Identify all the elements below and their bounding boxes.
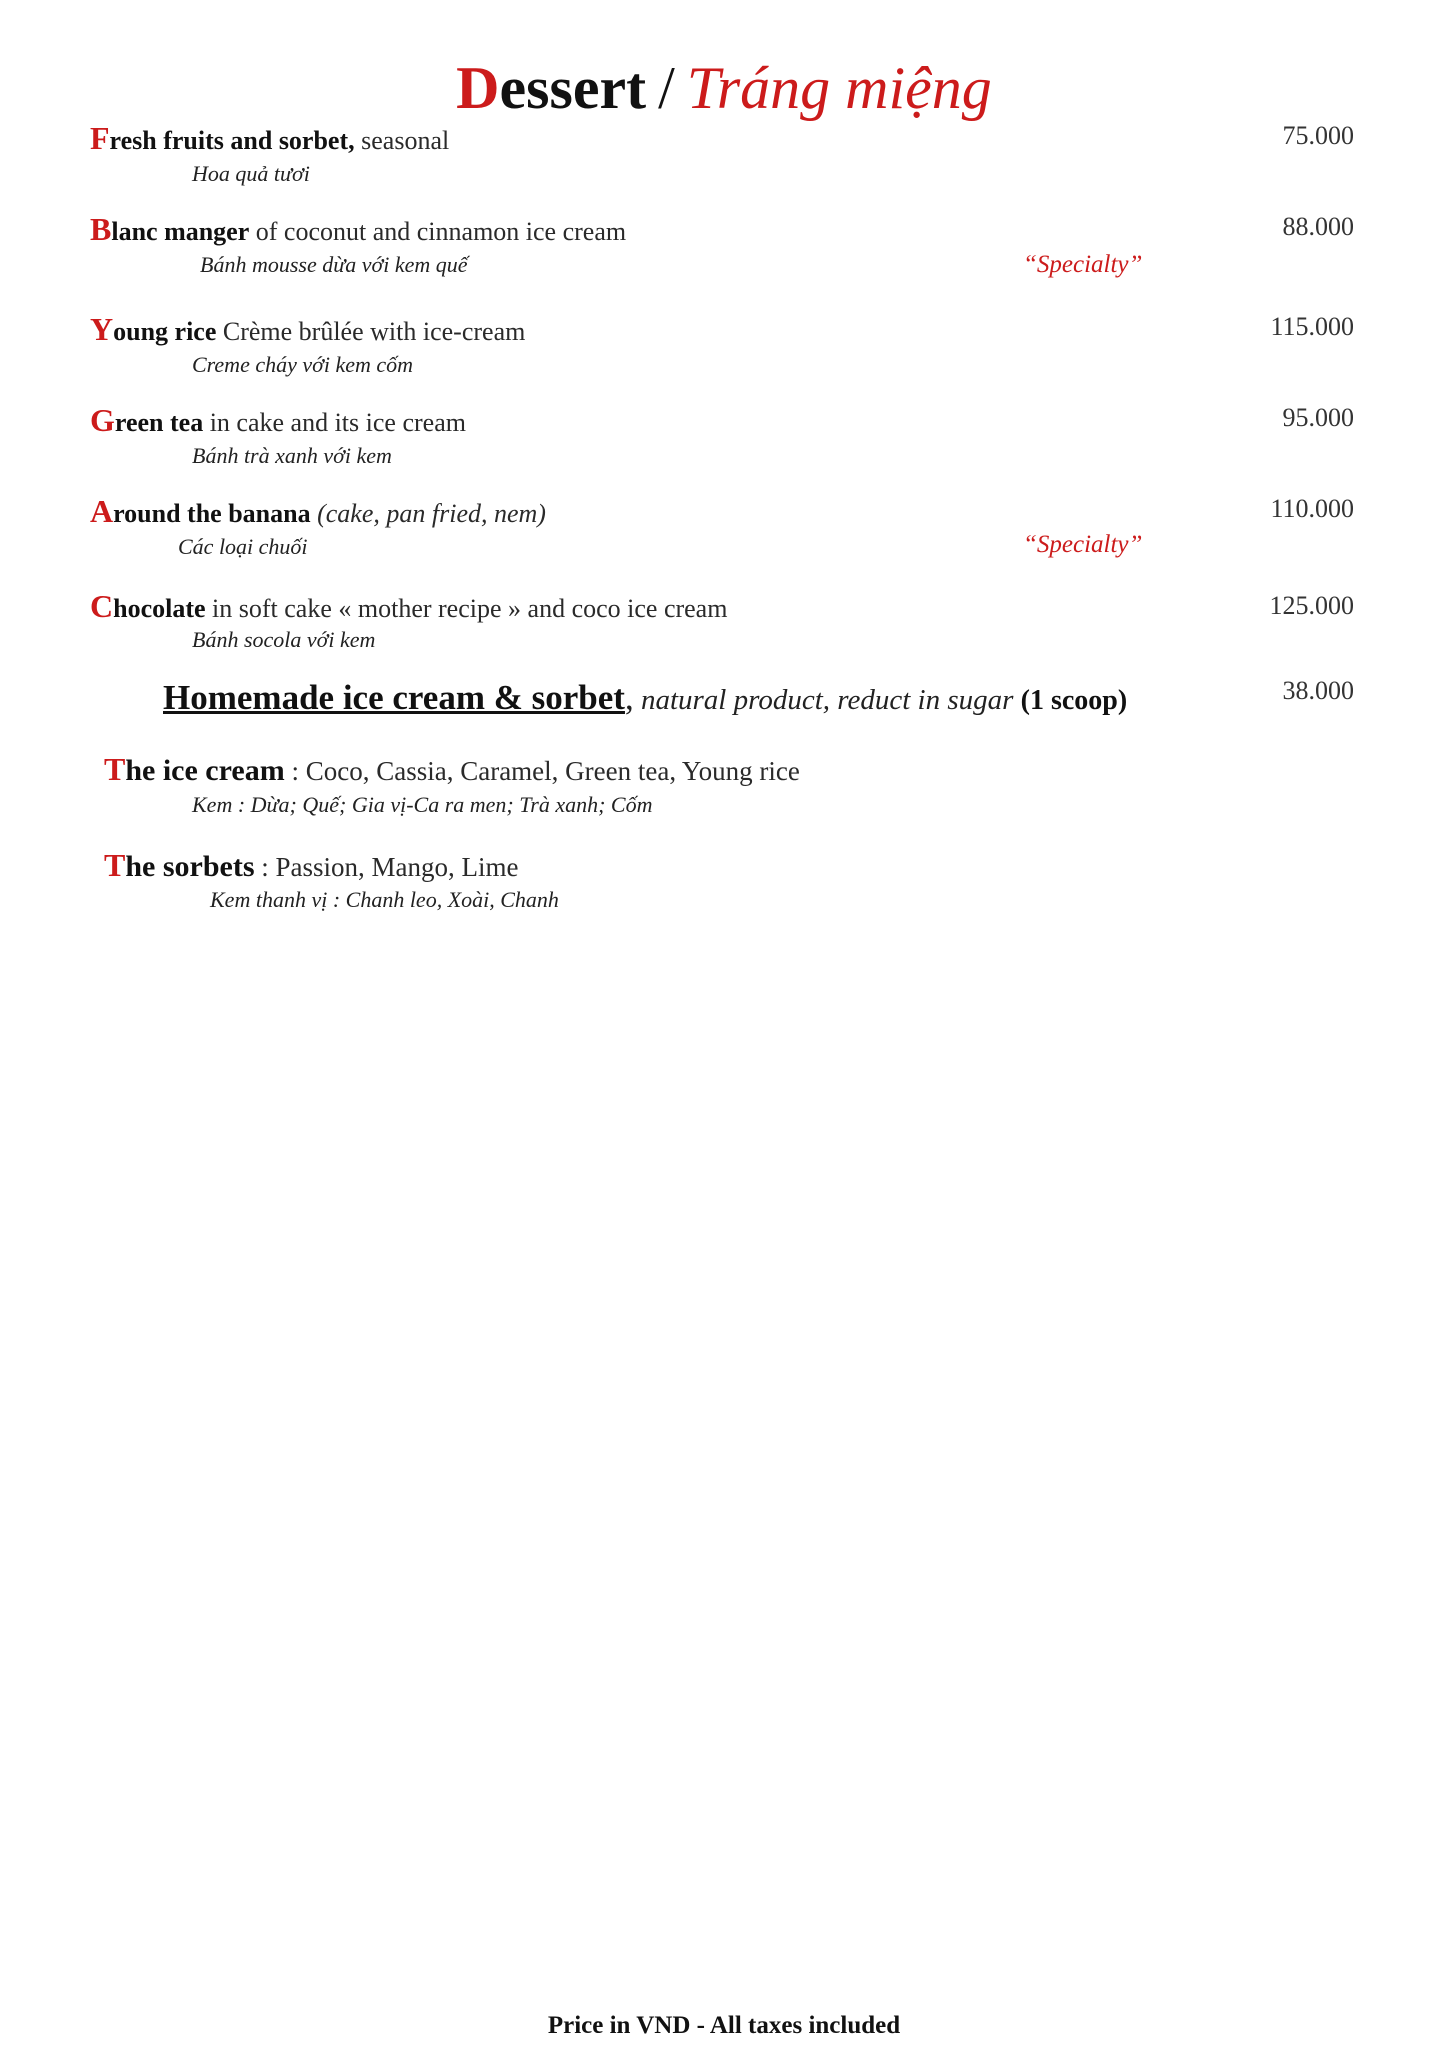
menu-item-viet: Các loại chuối <box>178 534 308 559</box>
specialty-badge: “Specialty” <box>1023 251 1143 278</box>
menu-item-viet: Bánh socola với kem <box>192 627 376 652</box>
menu-item-price: 75.000 <box>1282 121 1354 150</box>
title-separator: / <box>658 55 675 121</box>
menu-item-price: 95.000 <box>1282 403 1354 432</box>
sorbets-viet: Kem thanh vị : Chanh leo, Xoài, Chanh <box>210 887 559 912</box>
specialty-badge: “Specialty” <box>1023 531 1143 558</box>
menu-item-name: Green tea in cake and its ice cream <box>90 402 466 438</box>
menu-item-price: 110.000 <box>1270 494 1354 523</box>
price-footer: Price in VND - All taxes included <box>547 2012 901 2039</box>
title-viet: ráng miệng <box>716 55 992 121</box>
menu-item-viet: Bánh mousse dừa với kem quế <box>200 252 468 277</box>
title-initial: D <box>456 55 500 121</box>
menu-item-viet: Bánh trà xanh với kem <box>192 443 392 468</box>
menu-item-price: 115.000 <box>1270 312 1354 341</box>
homemade-price: 38.000 <box>1282 676 1354 705</box>
sorbets-line: The sorbets : Passion, Mango, Lime <box>104 847 519 883</box>
menu-item-viet: Hoa quả tươi <box>192 161 310 186</box>
title-viet-initial: T <box>686 55 717 121</box>
menu-item-name: Blanc manger of coconut and cinnamon ice cream <box>90 211 627 247</box>
page-title <box>0 50 1448 126</box>
menu-item-price: 88.000 <box>1282 212 1354 241</box>
title-main: essert <box>499 55 647 121</box>
homemade-heading: Homemade ice cream & sorbet, natural product, reduct in sugar (1 scoop) <box>163 678 1128 717</box>
menu-item-name: Chocolate in soft cake « mother recipe » and coco ice cream <box>90 588 728 624</box>
menu-item-viet: Creme cháy với kem cốm <box>192 352 414 377</box>
menu-item-price: 125.000 <box>1269 591 1354 620</box>
menu-item-name: Fresh fruits and sorbet, seasonal <box>90 120 450 156</box>
menu-item-name: Around the banana (cake, pan fried, nem) <box>90 493 546 529</box>
ice-cream-line: The ice cream : Coco, Cassia, Caramel, Green tea, Young rice <box>104 751 800 787</box>
ice-cream-viet: Kem : Dừa; Quế; Gia vị-Ca ra men; Trà xanh; Cốm <box>192 792 653 817</box>
menu-item-name: Young rice Crème brûlée with ice-cream <box>90 311 526 347</box>
